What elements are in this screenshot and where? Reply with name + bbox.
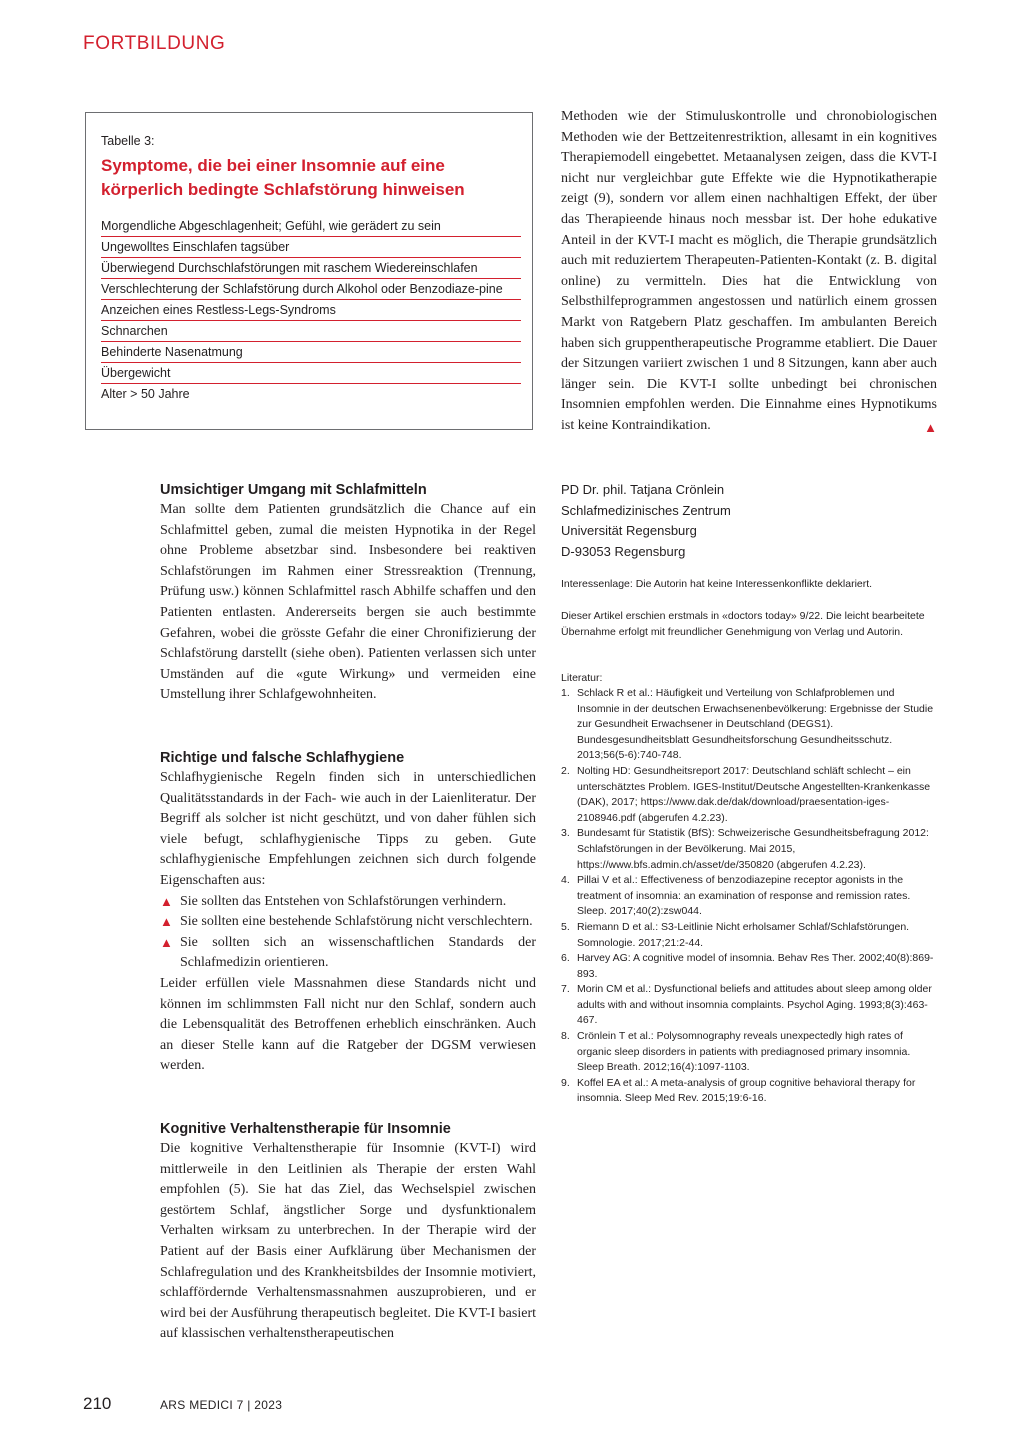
reference-item bbox=[561, 1076, 938, 1107]
literature-label: Literatur: bbox=[561, 672, 603, 684]
paragraph: Man sollte dem Patienten grundsätzlich die Chance auf ein Schlafmittel geben, zumal die meisten Hypnotika in der Regel ohne Probleme absetzbar sind. Insbesondere bei reaktiven Schlafstörungen im Rahmen einer Stressreaktion (Trennung, Prüfung usw.) können Schlafmittel rasch Abhilfe schaffen und den Patienten entlasten. Andererseits bergen sie auch bestimmte Gefahren, wobei die grösste Gefahr die einer Chronifizierung der Schlafstörung darstellt (siehe oben). Patienten verlassen sich unter Umständen auf die «gute Wirkung» und vermeiden eine Umstellung ihrer Schlafgewohnheiten. bbox=[160, 502, 536, 703]
table-caption: Tabelle 3: bbox=[101, 134, 155, 148]
list-item bbox=[160, 912, 536, 933]
reference-number: 2. bbox=[561, 764, 570, 777]
author-name: PD Dr. phil. Tatjana Crönlein bbox=[561, 482, 725, 497]
reference-text: Morin CM et al.: Dysfunctional beliefs and attitudes about sleep among older adults with and without insomnia complaints. Psychol Aging. 1993;8(3):463-467. bbox=[577, 983, 932, 1027]
text-schlafhygiene bbox=[160, 768, 536, 1077]
paragraph: Methoden wie der Stimuluskontrolle und chronobiologischen Methoden wie der Bettzeitenrestriktion, allesamt in ein kognitives Therapiemodell eingebettet. Metaanalysen zeigen, dass die KVT-I nicht nur vergleichbar gute Effekte wie die Hypnotikatherapie zeigt (9), sondern vor allem einen nachhaltigen Effekt, der über das Therapieende hinaus noch messbar ist. Der hohe edukative Anteil in der KVT-I macht es möglich, die Therapie grundsätzlich auch mit reduziertem Therapeuten-Patienten-Kontakt (z. B. digital online) zu vermitteln. Dies hat die Entwicklung von Selbsthilfeprogrammen angestossen und natürlich einem grossen Markt von Ratgebern Platz geschaffen. Im ambulanten Bereich haben sich gruppentherapeutische Programme etabliert. Die Dauer der Sitzungen variiert zwischen 1 und 8 Sitzungen, kann aber auch länger sein. Die KVT-I sollte unbedingt bei chronischen Insomnien empfohlen werden. Die Einnahme eines Hypnotikums ist keine Kontraindikation. bbox=[561, 109, 937, 433]
reference-text: Riemann D et al.: S3-Leitlinie Nicht erholsamer Schlaf/Schlafstörungen. Somnologie. 2017;21:2-44. bbox=[577, 920, 910, 949]
section-label: FORTBILDUNG bbox=[83, 33, 226, 54]
reference-item bbox=[561, 982, 938, 1029]
interests-note: Interessenlage: Die Autorin hat keine Interessenkonflikte deklariert. bbox=[561, 578, 873, 590]
first-published-note: Dieser Artikel erschien erstmals in «doctors today» 9/22. Die leicht bearbeitete Übernahme erfolgt mit freundlicher Genehmigung von Verlag und Autorin. bbox=[561, 610, 925, 638]
reference-number: 4. bbox=[561, 874, 570, 887]
reference-text: Nolting HD: Gesundheitsreport 2017: Deutschland schläft schlecht – ein unterschätztes Problem. IGES-Institut/Deutsche Angestellten-Krankenkasse (DAK), 2017; https://www.dak.de/dak/download/praesentation-iges-2108946.pdf (abgerufen 4.2.23). bbox=[577, 764, 931, 824]
triangle-up-icon: ▲ bbox=[924, 419, 937, 435]
table-row: Schnarchen bbox=[101, 321, 521, 342]
paragraph: Leider erfüllen viele Massnahmen diese Standards nicht und können im schlimmsten Fall nicht nur den Schlaf, sondern auch die Lebensqualität des Betroffenen erheblich einschränken. Auch an dieser Stelle kann auf die Ratgeber der DGSM verwiesen werden. bbox=[160, 975, 536, 1074]
reference-item bbox=[561, 826, 938, 873]
reference-number: 9. bbox=[561, 1076, 570, 1089]
reference-text: Crönlein T et al.: Polysomnography reveals unexpectedly high rates of organic sleep disorders in patients with prediagnosed primary insomnia. Sleep Breath. 2012;16(4):1097-1103. bbox=[577, 1030, 911, 1074]
bullet-list bbox=[160, 892, 536, 974]
paragraph: Schlafhygienische Regeln finden sich in unterschiedlichen Qualitätsstandards in der Fach- wie auch in der Laienliteratur. Der Begriff als solcher ist nicht geschützt, und von daher fühlen sich viele befugt, schlafhygienische Tipps zu geben. Gute schlafhygienische Empfehlungen zeichnen sich durch folgende Eigenschaften aus: bbox=[160, 770, 536, 888]
author-institution: Schlafmedizinisches Zentrum bbox=[561, 502, 731, 518]
table-row: Ungewolltes Einschlafen tagsüber bbox=[101, 237, 521, 258]
author-address: D-93053 Regensburg bbox=[561, 543, 686, 559]
list-item-text: Sie sollten sich an wissenschaftlichen Standards der Schlafmedizin orientieren. bbox=[180, 934, 536, 971]
reference-item bbox=[561, 951, 938, 982]
author-university: Universität Regensburg bbox=[561, 523, 697, 539]
reference-number: 6. bbox=[561, 952, 570, 965]
reference-text: Schlack R et al.: Häufigkeit und Verteilung von Schlafproblemen und Insomnie in der deutschen Erwachsenenbevölkerung: Ergebnisse der Studie zur Gesundheit Erwachsener in Deutschland (DEGS1). Bundesgesundheitsblatt Gesundheitsforschung Gesundheitsschutz. 2013;56(5-6):740-748. bbox=[577, 687, 934, 762]
table-row: Verschlechterung der Schlafstörung durch Alkohol oder Benzodiaze-pine bbox=[101, 279, 521, 300]
list-item-text: Sie sollten das Entstehen von Schlafstörungen verhindern. bbox=[180, 893, 507, 909]
heading-schlafmittel: Umsichtiger Umgang mit Schlafmitteln bbox=[160, 482, 427, 498]
reference-text: Bundesamt für Statistik (BfS): Schweizerische Gesundheitsbefragung 2012: Schlafstörungen in der Bevölkerung. Mai 2015, https://www.bfs.admin.ch/asset/de/350820 (abgerufen 4.2.23). bbox=[577, 827, 929, 871]
symptom-table bbox=[85, 112, 533, 430]
table-row: Übergewicht bbox=[101, 363, 521, 384]
text-kvt bbox=[160, 1139, 536, 1345]
reference-text: Harvey AG: A cognitive model of insomnia. Behav Res Ther. 2002;40(8):869-893. bbox=[577, 952, 934, 980]
reference-number: 3. bbox=[561, 827, 570, 840]
table-row: Behinderte Nasenatmung bbox=[101, 342, 521, 363]
triangle-up-icon: ▲ bbox=[160, 934, 173, 950]
reference-number: 1. bbox=[561, 687, 570, 699]
list-item bbox=[160, 933, 536, 974]
triangle-up-icon: ▲ bbox=[160, 893, 173, 909]
table-row: Anzeichen eines Restless-Legs-Syndroms bbox=[101, 300, 521, 321]
text-kvt-continued bbox=[561, 107, 937, 439]
reference-item bbox=[561, 764, 938, 826]
paragraph: Die kognitive Verhaltenstherapie für Insomnie (KVT-I) wird mittlerweile in den Leitlinien als Therapie der ersten Wahl empfohlen (5). Sie hat das Ziel, das Wechselspiel zwischen gestörtem Schlaf, ängstlicher Sorge und dysfunktionalem Verhalten wirksam zu unterbrechen. In der Therapie wird der Patient auf der Basis einer Aufklärung über Mechanismen der Schlafregulation und des Krankheitsbildes der Insomnie motiviert, schlaffördernde Verhaltensmassnahmen auszuprobieren, und er wird bei der Ausführung therapeutisch begleitet. Die KVT-I basiert auf klassischen verhaltenstherapeutischen bbox=[160, 1141, 536, 1342]
reference-text: Koffel EA et al.: A meta-analysis of group cognitive behavioral therapy for insomnia. Sleep Med Rev. 2015;19:6-16. bbox=[577, 1076, 916, 1105]
heading-kvt: Kognitive Verhaltenstherapie für Insomnie bbox=[160, 1121, 451, 1137]
list-item bbox=[160, 892, 536, 913]
reference-number: 5. bbox=[561, 920, 570, 933]
reference-item bbox=[561, 920, 938, 951]
reference-list bbox=[561, 686, 938, 1107]
reference-item bbox=[561, 1029, 938, 1076]
table-row: Morgendliche Abgeschlagenheit; Gefühl, wie gerädert zu sein bbox=[101, 216, 521, 237]
table-title: Symptome, die bei einer Insomnie auf eine körperlich bedingte Schlafstörung hinweisen bbox=[101, 156, 465, 199]
reference-item bbox=[561, 873, 938, 920]
table-rows bbox=[101, 216, 521, 404]
reference-number: 7. bbox=[561, 983, 570, 996]
journal-footer: ARS MEDICI 7 | 2023 bbox=[160, 1398, 283, 1412]
table-row: Alter > 50 Jahre bbox=[101, 387, 190, 401]
table-row: Überwiegend Durchschlafstörungen mit raschem Wiedereinschlafen bbox=[101, 258, 521, 279]
author-block bbox=[561, 480, 731, 562]
reference-text: Pillai V et al.: Effectiveness of benzodiazepine receptor agonists in the treatment of insomnia: an examination of response and remission rates. Sleep. 2017;40(2):zsw044. bbox=[577, 874, 911, 918]
text-schlafmittel bbox=[160, 500, 536, 706]
reference-number: 8. bbox=[561, 1030, 570, 1043]
reference-item bbox=[561, 686, 938, 764]
page-number: 210 bbox=[83, 1394, 112, 1413]
heading-schlafhygiene: Richtige und falsche Schlafhygiene bbox=[160, 750, 405, 766]
triangle-up-icon: ▲ bbox=[160, 914, 173, 930]
list-item-text: Sie sollten eine bestehende Schlafstörung nicht verschlechtern. bbox=[180, 914, 533, 930]
